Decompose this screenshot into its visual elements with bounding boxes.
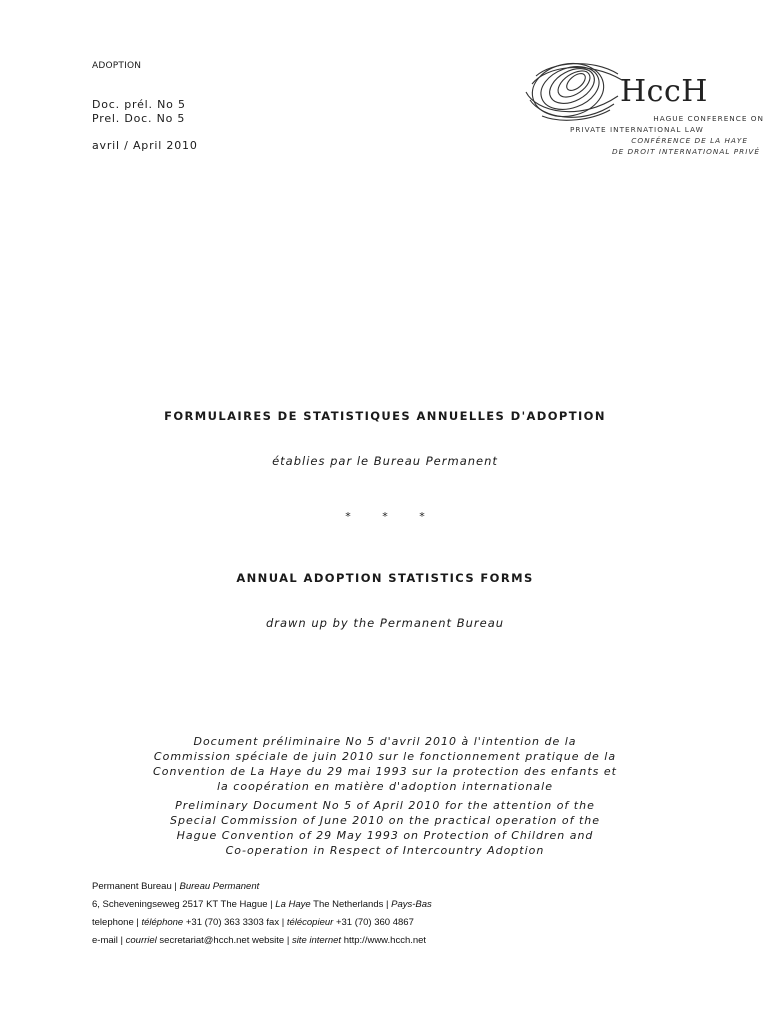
description-en xyxy=(0,798,770,858)
hcch-logo-wordmark: HccH xyxy=(620,74,708,109)
fax-value: +31 (70) 360 4867 xyxy=(333,917,414,928)
telephone-fax-value: +31 (70) 363 3303 fax | xyxy=(183,917,287,928)
footer-phone-fax xyxy=(92,914,432,932)
description-en-line: Special Commission of June 2010 on the practical operation of the xyxy=(170,814,600,827)
title-fr: FORMULAIRES DE STATISTIQUES ANNUELLES D'ADOPTION xyxy=(164,409,606,423)
logo-line-hague-conference: HAGUE CONFERENCE ON xyxy=(653,114,764,123)
description-en-line: Co-operation in Respect of Intercountry Adoption xyxy=(225,844,545,857)
separator-stars: * * * xyxy=(345,510,439,523)
description-fr-line: la coopération en matière d'adoption internationale xyxy=(217,780,553,793)
logo-line-conference-fr: CONFÉRENCE DE LA HAYE xyxy=(631,136,748,145)
website-label-fr: site internet xyxy=(291,935,342,946)
document-reference xyxy=(92,98,186,126)
description-fr-line: Convention de La Haye du 29 mai 1993 sur la protection des enfants et xyxy=(153,765,617,778)
fax-label-fr: télécopieur xyxy=(286,917,334,928)
telephone-label: telephone | xyxy=(92,917,142,928)
address-country-fr: Pays-Bas xyxy=(391,899,432,910)
globe-swirl-icon xyxy=(522,56,632,128)
bureau-label-fr: Bureau Permanent xyxy=(179,881,260,892)
bureau-label-en: Permanent Bureau | xyxy=(92,881,180,892)
logo-line-droit-prive: DE DROIT INTERNATIONAL PRIVÉ xyxy=(612,147,760,156)
address-city-fr: La Haye xyxy=(275,899,311,910)
document-reference-fr: Doc. prél. No 5 xyxy=(92,98,186,111)
hcch-logo xyxy=(522,56,764,178)
document-reference-en: Prel. Doc. No 5 xyxy=(92,112,186,125)
description-en-line: Preliminary Document No 5 of April 2010 for the attention of the xyxy=(175,799,595,812)
address-street: 6, Scheveningseweg 2517 KT The Hague | xyxy=(92,899,276,910)
footer-contact xyxy=(92,878,432,950)
email-link[interactable]: secretariat@hcch.net website | xyxy=(156,935,292,946)
email-label-fr: courriel xyxy=(125,935,157,946)
email-label: e-mail | xyxy=(92,935,126,946)
description-fr-line: Commission spéciale de juin 2010 sur le fonctionnement pratique de la xyxy=(153,750,617,763)
footer-email-web xyxy=(92,932,432,950)
subtitle-en: drawn up by the Permanent Bureau xyxy=(265,616,505,630)
telephone-label-fr: téléphone xyxy=(141,917,184,928)
description-fr xyxy=(0,734,770,794)
description-fr-line: Document préliminaire No 5 d'avril 2010 à l'intention de la xyxy=(193,735,577,748)
description-en-line: Hague Convention of 29 May 1993 on Protection of Children and xyxy=(176,829,594,842)
document-date: avril / April 2010 xyxy=(92,139,198,152)
subtitle-fr: établies par le Bureau Permanent xyxy=(272,454,498,468)
website-link[interactable]: http://www.hcch.net xyxy=(341,935,427,946)
document-category-label: ADOPTION xyxy=(92,61,142,71)
address-country: The Netherlands | xyxy=(310,899,392,910)
logo-line-private-law: PRIVATE INTERNATIONAL LAW xyxy=(570,125,704,134)
footer-address xyxy=(92,896,432,914)
footer-bureau xyxy=(92,878,432,896)
title-en: ANNUAL ADOPTION STATISTICS FORMS xyxy=(236,571,534,585)
